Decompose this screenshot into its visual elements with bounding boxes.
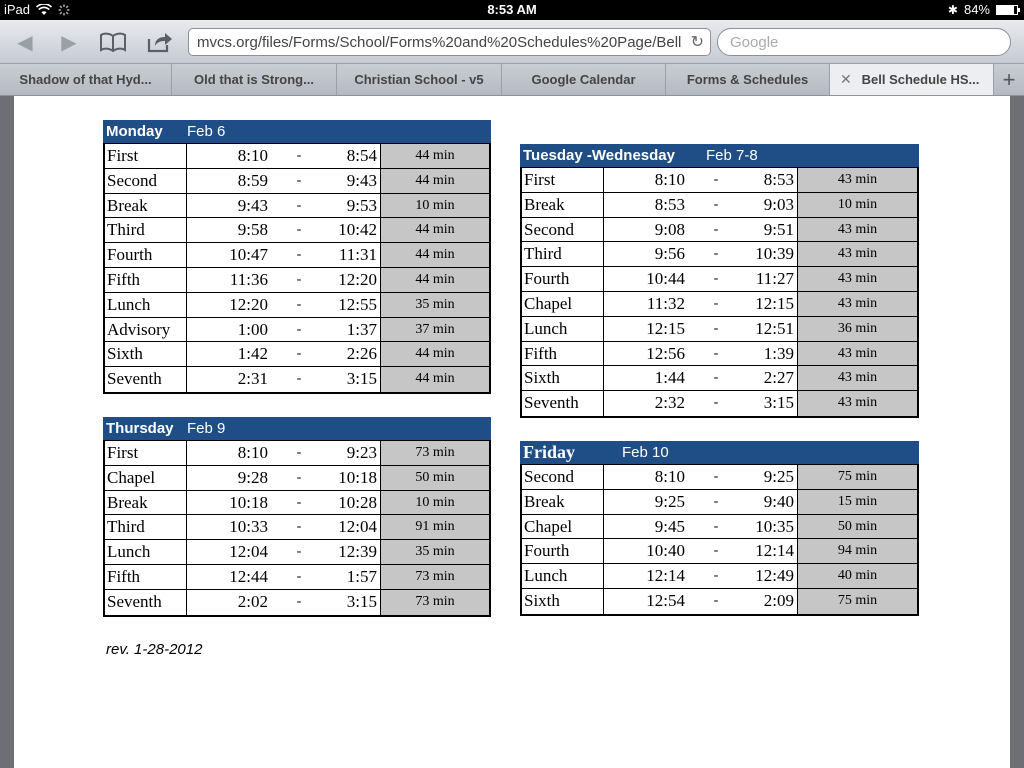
start-time: 2:31 — [237, 369, 268, 389]
tab-google-calendar[interactable] — [502, 64, 666, 95]
end-time: 1:37 — [327, 318, 381, 342]
period-name: Lunch — [105, 293, 187, 317]
start-time: 9:43 — [237, 195, 268, 215]
date-label: Feb 10 — [622, 444, 669, 461]
table-row — [105, 268, 489, 293]
battery-icon — [996, 5, 1018, 15]
day-label: Friday — [523, 442, 575, 462]
tab-christian-school[interactable] — [337, 64, 502, 95]
separator: - — [296, 445, 302, 460]
end-time: 1:57 — [327, 565, 381, 589]
period-name: Third — [105, 218, 187, 242]
end-time: 9:40 — [744, 490, 798, 514]
duration: 73 min — [381, 565, 489, 589]
end-time: 1:39 — [744, 342, 798, 366]
back-icon[interactable]: ◀ — [17, 31, 33, 54]
clock: 8:53 AM — [487, 2, 537, 17]
start-time: 12:54 — [646, 590, 685, 610]
separator: - — [296, 247, 302, 263]
forward-icon[interactable]: ▶ — [61, 31, 77, 54]
period-name: Chapel — [522, 292, 604, 316]
end-time: 11:27 — [744, 267, 798, 291]
close-tab-icon[interactable]: ✕ — [840, 71, 852, 87]
tab-label: Old that is Strong... — [194, 72, 314, 87]
duration: 10 min — [798, 193, 917, 217]
separator: - — [713, 568, 719, 584]
separator: - — [713, 543, 719, 559]
table-row — [522, 366, 917, 391]
duration: 44 min — [381, 367, 489, 392]
period-name: Fourth — [522, 539, 604, 563]
start-time: 9:25 — [654, 491, 685, 511]
share-icon[interactable] — [145, 28, 175, 56]
table-row — [522, 193, 917, 218]
duration: 43 min — [798, 292, 917, 316]
end-time: 12:04 — [327, 515, 381, 539]
table-row — [522, 589, 917, 614]
duration: 10 min — [381, 491, 489, 515]
table-row — [522, 342, 917, 367]
table-row — [105, 367, 489, 392]
table-row — [105, 540, 489, 565]
thursday-header — [103, 417, 491, 440]
separator: - — [296, 494, 302, 510]
start-time: 9:58 — [237, 220, 268, 240]
tab-bar — [0, 64, 1024, 96]
end-time: 10:35 — [744, 515, 798, 539]
separator: - — [713, 271, 719, 287]
period-name: Sixth — [522, 589, 604, 614]
separator: - — [713, 370, 719, 386]
duration: 43 min — [798, 168, 917, 192]
start-time: 11:32 — [646, 293, 685, 313]
date-label: Feb 6 — [187, 123, 226, 140]
period-name: Sixth — [105, 342, 187, 366]
device-label: iPad — [4, 2, 31, 17]
end-time: 10:18 — [327, 466, 381, 490]
duration: 44 min — [381, 144, 489, 168]
end-time: 12:55 — [327, 293, 381, 317]
separator: - — [713, 469, 719, 484]
monday-header — [103, 120, 491, 143]
period-name: Fifth — [105, 565, 187, 589]
period-name: First — [105, 144, 187, 168]
table-row — [105, 342, 489, 367]
duration: 50 min — [798, 515, 917, 539]
duration: 44 min — [381, 243, 489, 267]
separator: - — [713, 172, 719, 187]
start-time: 10:47 — [229, 245, 268, 265]
duration: 73 min — [381, 590, 489, 615]
tuewed-table — [520, 167, 919, 418]
date-label: Feb 9 — [187, 420, 226, 437]
tuewed-header — [520, 144, 919, 167]
start-time: 12:14 — [646, 566, 685, 586]
separator: - — [713, 196, 719, 212]
period-name: Advisory — [105, 318, 187, 342]
period-name: Third — [522, 242, 604, 266]
end-time: 9:51 — [744, 218, 798, 242]
period-name: Second — [522, 465, 604, 489]
table-row — [522, 515, 917, 540]
separator: - — [296, 519, 302, 535]
start-time: 9:08 — [654, 219, 685, 239]
duration: 37 min — [381, 318, 489, 342]
separator: - — [296, 346, 302, 362]
table-row — [105, 565, 489, 590]
separator: - — [713, 221, 719, 237]
table-row — [105, 243, 489, 268]
duration: 43 min — [798, 242, 917, 266]
url-text: mvcs.org/files/Forms/School/Forms%20and%20Schedules%20Page/Bell — [197, 34, 682, 51]
separator: - — [296, 197, 302, 213]
separator: - — [296, 568, 302, 584]
table-row — [522, 465, 917, 490]
start-time: 12:20 — [229, 294, 268, 314]
duration: 73 min — [381, 441, 489, 465]
revision-note: rev. 1-28-2012 — [106, 641, 203, 658]
period-name: Break — [105, 194, 187, 218]
end-time: 9:53 — [327, 194, 381, 218]
start-time: 8:10 — [654, 170, 685, 189]
period-name: Lunch — [522, 317, 604, 341]
duration: 44 min — [381, 342, 489, 366]
separator: - — [713, 345, 719, 361]
table-row — [522, 564, 917, 589]
separator: - — [296, 544, 302, 560]
period-name: First — [522, 168, 604, 192]
bookmarks-icon[interactable] — [98, 28, 128, 56]
start-time: 11:36 — [229, 269, 268, 289]
table-row — [522, 539, 917, 564]
period-name: Break — [105, 491, 187, 515]
duration: 36 min — [798, 317, 917, 341]
end-time: 9:25 — [744, 465, 798, 489]
start-time: 12:15 — [646, 318, 685, 338]
start-time: 9:45 — [654, 516, 685, 536]
tab-bell-schedule[interactable] — [830, 64, 994, 95]
period-name: Second — [105, 169, 187, 193]
day-label: Monday — [106, 123, 163, 140]
period-name: Chapel — [522, 515, 604, 539]
duration: 43 min — [798, 267, 917, 291]
start-time: 8:53 — [654, 194, 685, 214]
start-time: 12:44 — [229, 566, 268, 586]
end-time: 2:27 — [744, 366, 798, 390]
duration: 44 min — [381, 169, 489, 193]
period-name: Seventh — [105, 590, 187, 615]
end-time: 12:49 — [744, 564, 798, 588]
end-time: 10:42 — [327, 218, 381, 242]
end-time: 3:15 — [744, 391, 798, 416]
table-row — [522, 292, 917, 317]
duration: 35 min — [381, 293, 489, 317]
tab-label: Christian School - v5 — [354, 72, 484, 87]
end-time: 12:20 — [327, 268, 381, 292]
period-name: First — [105, 441, 187, 465]
table-row — [522, 242, 917, 267]
table-row — [105, 144, 489, 169]
tab-label: Bell Schedule HS... — [861, 72, 980, 87]
period-name: Fourth — [522, 267, 604, 291]
start-time: 1:44 — [654, 368, 685, 388]
duration: 35 min — [381, 540, 489, 564]
table-row — [522, 317, 917, 342]
bluetooth-icon: ✱ — [947, 2, 958, 17]
end-time: 9:03 — [744, 193, 798, 217]
start-time: 12:56 — [646, 343, 685, 363]
duration: 44 min — [381, 268, 489, 292]
monday-table — [103, 143, 491, 394]
separator: - — [713, 320, 719, 336]
browser-toolbar — [0, 20, 1024, 64]
period-name: Fifth — [522, 342, 604, 366]
battery-percent: 84% — [963, 2, 990, 17]
duration: 94 min — [798, 539, 917, 563]
tab-label: Google Calendar — [531, 72, 636, 87]
start-time: 1:42 — [237, 344, 268, 364]
period-name: Break — [522, 193, 604, 217]
table-row — [522, 218, 917, 243]
period-name: Lunch — [105, 540, 187, 564]
table-row — [105, 194, 489, 219]
period-name: Chapel — [105, 466, 187, 490]
start-time: 2:02 — [237, 591, 268, 611]
tab-label: Shadow of that Hyd... — [19, 72, 152, 87]
start-time: 10:33 — [229, 517, 268, 537]
start-time: 10:40 — [646, 541, 685, 561]
duration: 43 min — [798, 218, 917, 242]
separator: - — [713, 518, 719, 534]
end-time: 9:23 — [327, 441, 381, 465]
reload-icon[interactable]: ↻ — [690, 34, 704, 51]
end-time: 9:43 — [327, 169, 381, 193]
separator: - — [296, 172, 302, 188]
table-row — [522, 267, 917, 292]
end-time: 3:15 — [327, 367, 381, 392]
duration: 10 min — [381, 194, 489, 218]
separator: - — [713, 493, 719, 509]
tab-forms-schedules[interactable] — [666, 64, 830, 95]
new-tab-icon[interactable]: + — [1002, 66, 1016, 92]
table-row — [105, 293, 489, 318]
friday-header — [520, 441, 919, 464]
separator: - — [296, 148, 302, 163]
table-row — [105, 441, 489, 466]
date-label: Feb 7-8 — [706, 147, 758, 164]
day-label: Thursday — [106, 420, 174, 437]
table-row — [522, 391, 917, 416]
period-name: Lunch — [522, 564, 604, 588]
period-name: Fourth — [105, 243, 187, 267]
tab-shadow[interactable] — [0, 64, 172, 95]
duration: 75 min — [798, 465, 917, 489]
separator: - — [713, 395, 719, 411]
end-time: 2:26 — [327, 342, 381, 366]
content-area — [0, 96, 1024, 768]
separator: - — [296, 321, 302, 337]
end-time: 10:28 — [327, 491, 381, 515]
table-row — [105, 590, 489, 615]
start-time: 8:10 — [654, 467, 685, 486]
end-time: 12:14 — [744, 539, 798, 563]
duration: 43 min — [798, 391, 917, 416]
separator: - — [296, 271, 302, 287]
start-time: 1:00 — [237, 319, 268, 339]
separator: - — [296, 222, 302, 238]
period-name: Seventh — [522, 391, 604, 416]
separator: - — [713, 592, 719, 608]
friday-table — [520, 464, 919, 616]
start-time: 9:28 — [237, 467, 268, 487]
table-row — [105, 218, 489, 243]
period-name: Second — [522, 218, 604, 242]
duration: 15 min — [798, 490, 917, 514]
search-field[interactable]: Google — [717, 28, 1011, 56]
period-name: Sixth — [522, 366, 604, 390]
start-time: 8:10 — [237, 443, 268, 462]
separator: - — [296, 593, 302, 609]
end-time: 12:39 — [327, 540, 381, 564]
end-time: 11:31 — [327, 243, 381, 267]
day-label: Tuesday -Wednesday — [523, 147, 675, 164]
end-time: 8:54 — [327, 144, 381, 168]
duration: 91 min — [381, 515, 489, 539]
separator: - — [713, 246, 719, 262]
separator: - — [296, 296, 302, 312]
separator: - — [296, 469, 302, 485]
table-row — [105, 466, 489, 491]
end-time: 3:15 — [327, 590, 381, 615]
period-name: Seventh — [105, 367, 187, 392]
document-page — [14, 96, 1010, 768]
table-row — [105, 491, 489, 516]
end-time: 2:09 — [744, 589, 798, 614]
start-time: 10:44 — [646, 269, 685, 289]
period-name: Fifth — [105, 268, 187, 292]
end-time: 12:15 — [744, 292, 798, 316]
end-time: 12:51 — [744, 317, 798, 341]
separator: - — [296, 371, 302, 387]
duration: 50 min — [381, 466, 489, 490]
duration: 43 min — [798, 342, 917, 366]
start-time: 10:18 — [229, 492, 268, 512]
duration: 40 min — [798, 564, 917, 588]
start-time: 8:10 — [237, 146, 268, 165]
table-row — [105, 515, 489, 540]
thursday-table — [103, 440, 491, 617]
end-time: 8:53 — [744, 168, 798, 192]
start-time: 12:04 — [229, 542, 268, 562]
tab-label: Forms & Schedules — [686, 72, 809, 87]
start-time: 2:32 — [654, 393, 685, 413]
url-field[interactable] — [188, 28, 711, 56]
start-time: 8:59 — [237, 170, 268, 190]
tab-old-strong[interactable] — [172, 64, 337, 95]
duration: 43 min — [798, 366, 917, 390]
end-time: 10:39 — [744, 242, 798, 266]
period-name: Break — [522, 490, 604, 514]
start-time: 9:56 — [654, 244, 685, 264]
table-row — [522, 490, 917, 515]
table-row — [105, 169, 489, 194]
status-bar — [0, 0, 1024, 20]
duration: 75 min — [798, 589, 917, 614]
period-name: Third — [105, 515, 187, 539]
table-row — [522, 168, 917, 193]
duration: 44 min — [381, 218, 489, 242]
table-row — [105, 318, 489, 343]
separator: - — [713, 295, 719, 311]
